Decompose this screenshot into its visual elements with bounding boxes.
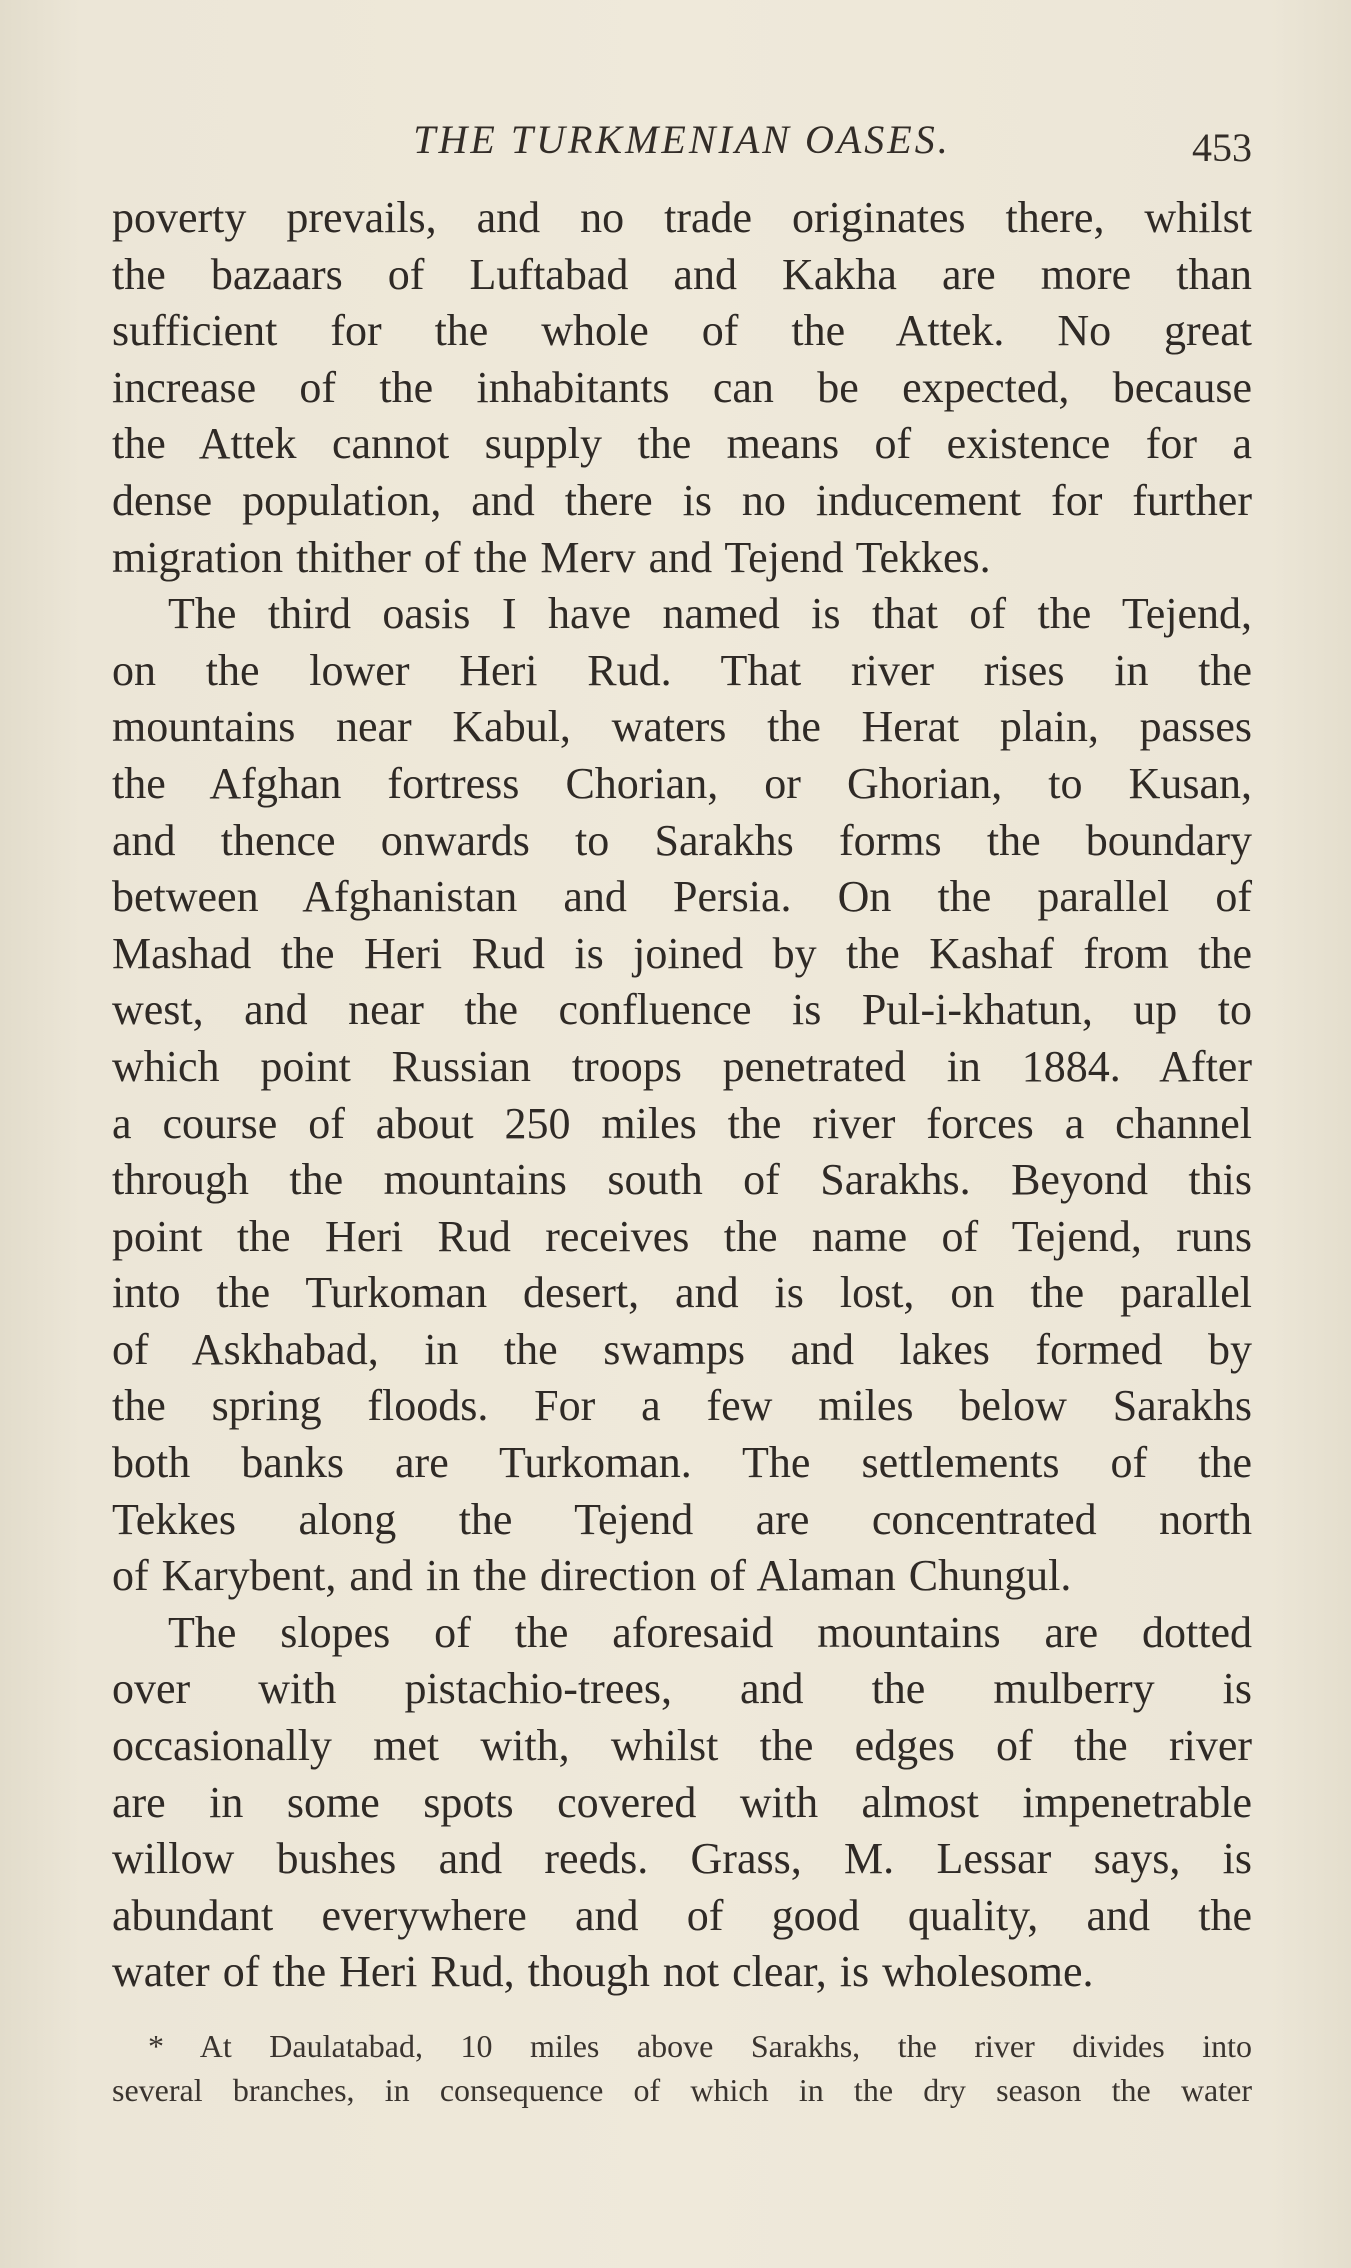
text-line: abundant everywhere and of good quality, and the xyxy=(112,1890,1252,1940)
text-line: into the Turkoman desert, and is lost, on the parallel xyxy=(112,1268,1252,1318)
running-title: THE TURKMENIAN OASES. xyxy=(413,117,951,162)
text-line: on the lower Heri Rud. That river rises in the xyxy=(112,645,1252,695)
text-line: sufficient for the whole of the Attek. No great xyxy=(112,306,1252,356)
text-line: of Karybent, and in the direction of Alaman Chungul. xyxy=(112,1551,1072,1601)
text-line: through the mountains south of Sarakhs. Beyond this xyxy=(112,1155,1252,1205)
text-line: The slopes of the aforesaid mountains are dotted xyxy=(168,1607,1252,1657)
text-line: which point Russian troops penetrated in 1884. After xyxy=(112,1041,1252,1091)
text-line: the Afghan fortress Chorian, or Ghorian, to Kusan, xyxy=(112,758,1252,808)
text-line: Mashad the Heri Rud is joined by the Kashaf from the xyxy=(112,928,1252,978)
text-line: between Afghanistan and Persia. On the parallel of xyxy=(112,872,1252,922)
text-line: a course of about 250 miles the river forces a channel xyxy=(112,1098,1252,1148)
text-line: west, and near the confluence is Pul-i-khatun, up to xyxy=(112,985,1252,1035)
text-line: migration thither of the Merv and Tejend Tekkes. xyxy=(112,532,991,582)
text-line: both banks are Turkoman. The settlements of the xyxy=(112,1438,1252,1488)
text-line: and thence onwards to Sarakhs forms the boundary xyxy=(112,815,1252,865)
text-line: occasionally met with, whilst the edges of the river xyxy=(112,1721,1252,1771)
text-line: are in some spots covered with almost impenetrable xyxy=(112,1777,1252,1827)
text-line: poverty prevails, and no trade originates there, whilst xyxy=(112,193,1252,242)
text-line: the Attek cannot supply the means of existence for a xyxy=(112,419,1252,469)
footnote-line: several branches, in consequence of which in the dry season the water xyxy=(112,2072,1252,2108)
text-line: Tekkes along the Tejend are concentrated north xyxy=(112,1494,1252,1544)
text-line: the spring floods. For a few miles below Sarakhs xyxy=(112,1381,1252,1431)
footnote xyxy=(112,2024,1252,2112)
page-number: 453 xyxy=(1192,125,1252,170)
text-line: willow bushes and reeds. Grass, M. Lessar says, is xyxy=(112,1834,1252,1884)
text-line: point the Heri Rud receives the name of Tejend, runs xyxy=(112,1211,1252,1261)
footnote-line: * At Daulatabad, 10 miles above Sarakhs, the river divides into xyxy=(148,2028,1252,2064)
text-line: The third oasis I have named is that of the Tejend, xyxy=(168,589,1252,639)
text-line: increase of the inhabitants can be expected, because xyxy=(112,362,1252,412)
text-line: water of the Heri Rud, though not clear, is wholesome. xyxy=(112,1947,1094,1997)
text-line: dense population, and there is no inducement for further xyxy=(112,475,1252,525)
running-head xyxy=(112,108,1252,168)
text-line: of Askhabad, in the swamps and lakes formed by xyxy=(112,1324,1252,1374)
body-text xyxy=(112,190,1252,2001)
text-line: over with pistachio-trees, and the mulberry is xyxy=(112,1664,1252,1714)
text-line: mountains near Kabul, waters the Herat plain, passes xyxy=(112,702,1252,752)
text-line: the bazaars of Luftabad and Kakha are more than xyxy=(112,249,1252,299)
